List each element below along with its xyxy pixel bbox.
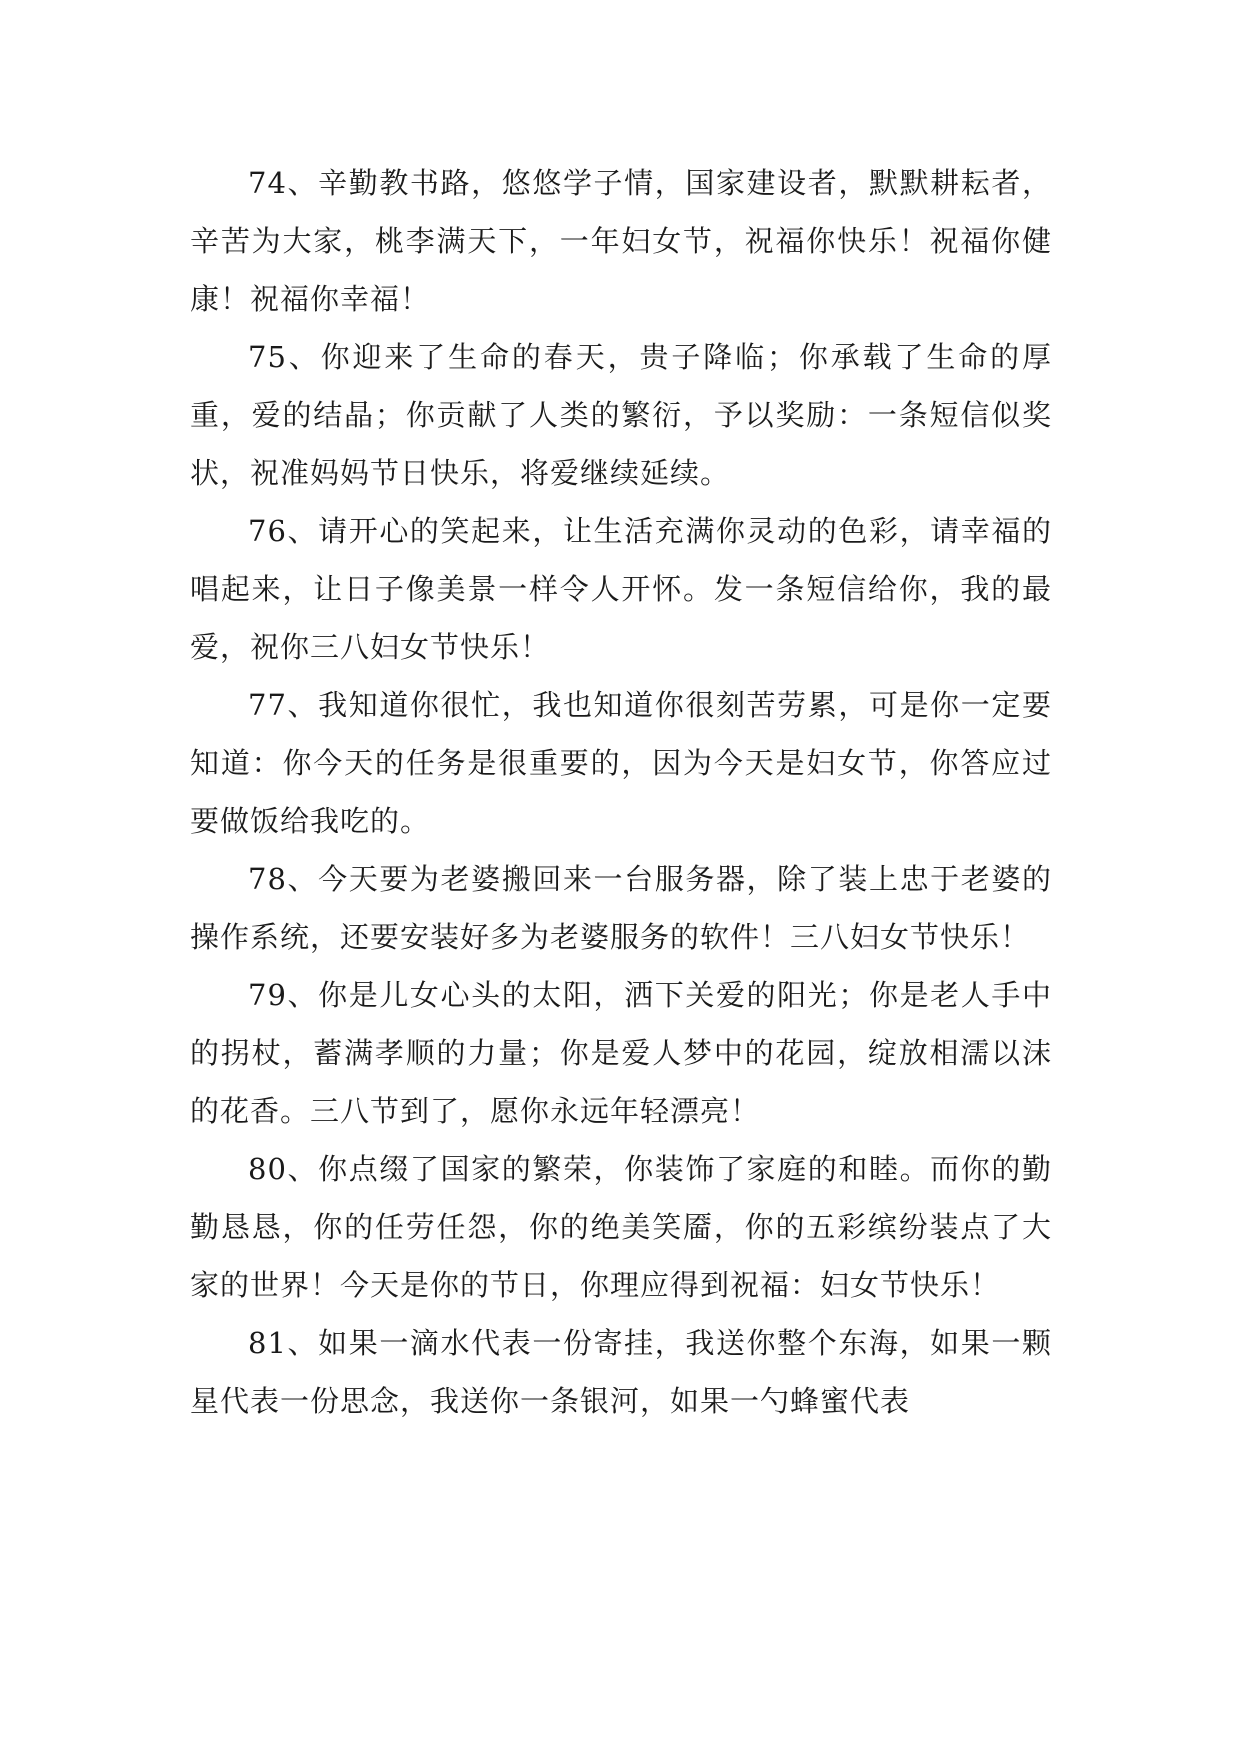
paragraph-81: 81、如果一滴水代表一份寄挂，我送你整个东海，如果一颗星代表一份思念，我送你一条银河，如果一勺蜂蜜代表	[190, 1326, 1052, 1418]
document-body	[190, 154, 1052, 1430]
paragraph-79: 79、你是儿女心头的太阳，洒下关爱的阳光；你是老人手中的拐杖，蓄满孝顺的力量；你是爱人梦中的花园，绽放相濡以沫的花香。三八节到了，愿你永远年轻漂亮！	[190, 978, 1052, 1128]
paragraph-76: 76、请开心的笑起来，让生活充满你灵动的色彩，请幸福的唱起来，让日子像美景一样令人开怀。发一条短信给你，我的最爱，祝你三八妇女节快乐！	[190, 514, 1052, 664]
paragraph-75: 75、你迎来了生命的春天，贵子降临；你承载了生命的厚重，爱的结晶；你贡献了人类的繁衍，予以奖励：一条短信似奖状，祝准妈妈节日快乐，将爱继续延续。	[190, 340, 1052, 490]
paragraph-74: 74、辛勤教书路，悠悠学子情，国家建设者，默默耕耘者，辛苦为大家，桃李满天下，一年妇女节，祝福你快乐！祝福你健康！祝福你幸福！	[190, 166, 1052, 316]
paragraph-77: 77、我知道你很忙，我也知道你很刻苦劳累，可是你一定要知道：你今天的任务是很重要的，因为今天是妇女节，你答应过要做饭给我吃的。	[190, 688, 1052, 838]
paragraph-80: 80、你点缀了国家的繁荣，你装饰了家庭的和睦。而你的勤勤恳恳，你的任劳任怨，你的绝美笑靥，你的五彩缤纷装点了大家的世界！今天是你的节日，你理应得到祝福：妇女节快乐！	[190, 1152, 1052, 1302]
paragraph-78: 78、今天要为老婆搬回来一台服务器，除了装上忠于老婆的操作系统，还要安装好多为老婆服务的软件！三八妇女节快乐！	[190, 862, 1052, 954]
